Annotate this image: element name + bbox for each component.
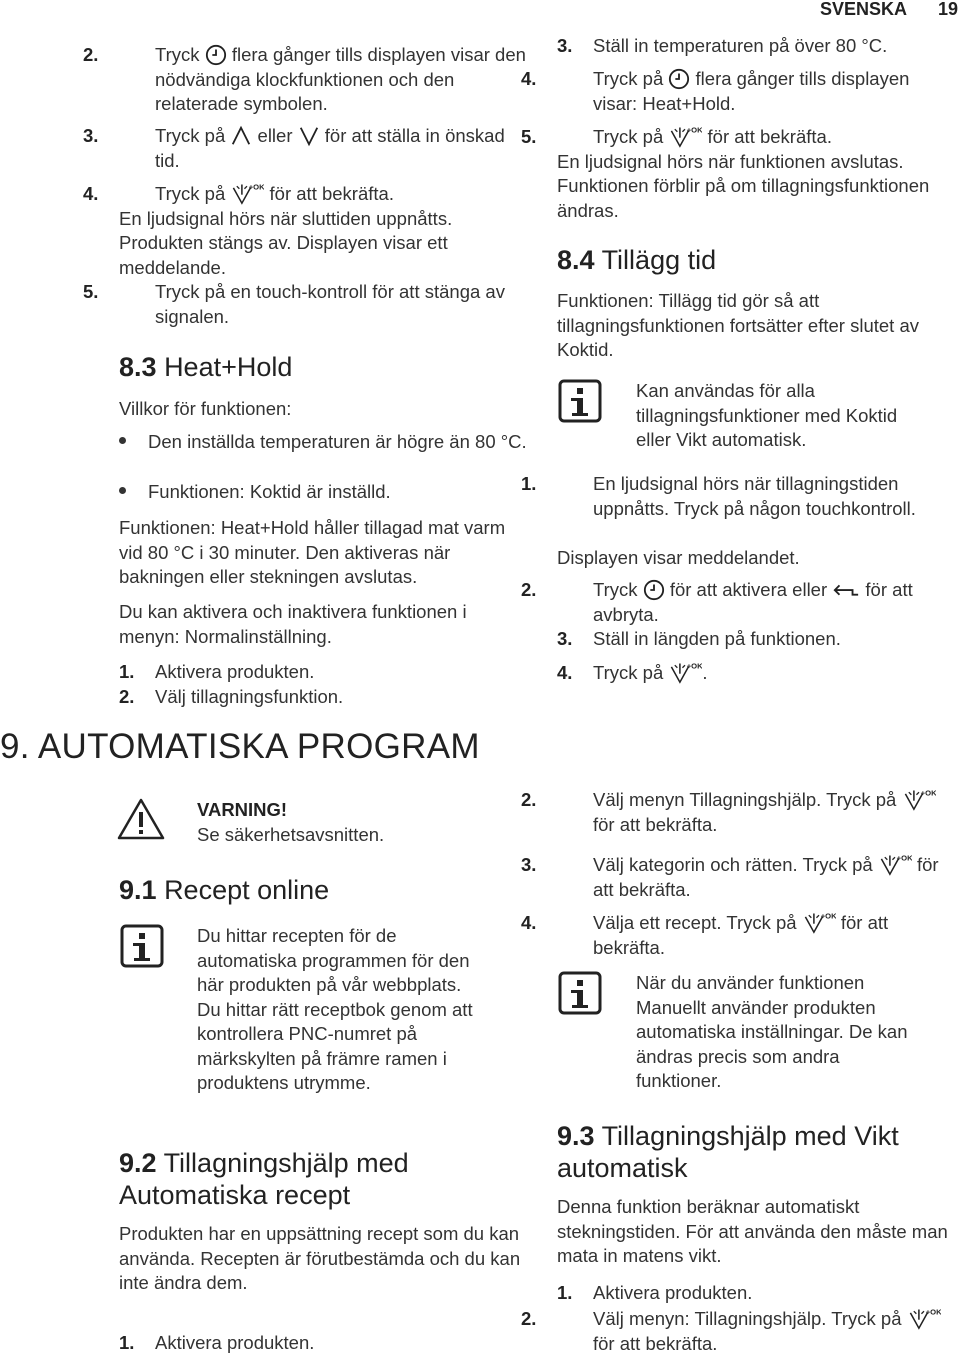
right-step-3: 3. Ställ in temperaturen på över 80 °C. [557,35,888,56]
bullet-item-1: Den inställda temperaturen är högre än 80 °C. [148,431,527,452]
left-step-2: 2. Tryck flera gånger tills displayen visar den nödvändiga klockfunktionen och den relaterade symbolen. [83,44,526,114]
assist-info-text: När du använder funktionen Manuellt använder produkten automatiska inställningar. De kan ändras precis som andra funktioner. [636,972,908,1091]
chevron-up-icon [230,125,252,147]
heading-9-2: 9.2 Tillagningshjälp med Automatiska recept [119,1148,409,1210]
warning-icon [116,797,166,841]
info-icon [120,924,164,968]
page-number: 19 [938,0,959,19]
weight-intro: Denna funktion beräknar automatiskt stekningstiden. För att använda den måste man mata in matens vikt. [557,1196,948,1266]
right-step-4: 4. Tryck på flera gånger tills displayen visar: Heat+Hold. [521,68,910,114]
ok-touch-icon [902,787,936,811]
heathold-step-1: 1. Aktivera produkten. [119,661,315,682]
assist-step-4: 4. Välja ett recept. Tryck på för att bekräfta. [521,912,889,958]
addtime-step-2: 2. Tryck för att aktivera eller för att avbryta. [521,579,913,625]
left-step-3: 3. Tryck på eller för att ställa in önskad tid. [83,125,505,171]
heathold-para-2: Du kan aktivera och inaktivera funktionen i menyn: Normalinställning. [119,601,467,647]
ok-touch-icon [668,660,702,684]
display-message: Displayen visar meddelandet. [557,547,800,568]
ok-touch-icon [668,124,702,148]
ok-touch-icon [907,1306,941,1330]
clock-icon [643,579,665,601]
chevron-down-icon [298,125,320,147]
assist-step-3: 3. Välj kategorin och rätten. Tryck på för att bekräfta. [521,854,939,900]
conditions-label: Villkor för funktionen: [119,398,292,419]
addtime-step-3: 3. Ställ in längden på funktionen. [557,628,841,649]
right-step-5-note: En ljudsignal hörs när funktionen avslutas. Funktionen förblir på om tillagningsfunktionen ändras. [557,150,930,221]
ok-touch-icon [878,852,912,876]
addtime-intro: Funktionen: Tillägg tid gör så att tillagningsfunktionen fortsätter efter slutet av Koktid. [557,290,919,360]
page-header [820,0,960,21]
left-step-4-note: En ljudsignal hörs när sluttiden uppnåtts. Produkten stängs av. Displayen visar ett meddelande. [119,207,453,278]
recipe-online-info: Du hittar recepten för de automatiska programmen för den här produkten på vår webbplats. Du hittar rätt receptbok genom att kontrollera PNC-numret på märkskylten på främre ramen i produktens utrymme. [197,925,473,1093]
ok-touch-icon [230,181,264,205]
weight-step-1: 1. Aktivera produkten. [557,1282,753,1303]
assist-intro: Produkten har en uppsättning recept som du kan använda. Recepten är förutbestämda och du kan inte ändra dem. [119,1223,521,1293]
heading-8-4: 8.4 Tillägg tid [557,245,717,275]
info-icon [558,971,602,1015]
clock-icon [205,44,227,66]
ok-touch-icon [802,910,836,934]
info-icon [558,379,602,423]
heathold-step-2: 2. Välj tillagningsfunktion. [119,686,344,707]
section-label: SVENSKA [820,0,908,19]
assist-step-1: 1. Aktivera produkten. [119,1332,315,1353]
heading-9-1: 9.1 Recept online [119,875,330,905]
weight-step-2: 2. Välj menyn: Tillagningshjälp. Tryck på för att bekräfta. [557,1306,957,1356]
warning-title: VARNING! [197,799,288,820]
chapter-heading: 9. AUTOMATISKA PROGRAM [0,727,480,766]
clock-icon [668,68,690,90]
heading-9-3: 9.3 Tillagningshjälp med Vikt automatisk [557,1121,899,1183]
bullet-item-2: Funktionen: Koktid är inställd. [148,481,391,502]
bullet-dot [119,437,126,444]
assist-step-2: 2. Välj menyn Tillagningshjälp. Tryck på för att bekräfta. [557,787,957,837]
right-step-5: 5. Tryck på för att bekräfta. En ljudsignal hörs när funktionen avslutas. Funktionen förblir på om tillagningsfunktionen ändras. [557,124,957,223]
heading-8-3: 8.3 Heat+Hold [119,352,293,382]
bullet-dot [119,487,126,494]
warning-text: Se säkerhetsavsnitten. [197,824,385,845]
left-step-4: 4. Tryck på för att bekräfta. En ljudsignal hörs när sluttiden uppnåtts. Produkten stängs av. Displayen visar ett meddelande. [119,181,529,280]
left-step-5: 5. Tryck på en touch-kontroll för att stänga av signalen. [83,281,505,327]
back-arrow-icon [832,581,860,601]
addtime-step-4: 4. Tryck på . [557,662,708,683]
addtime-step-1: 1. En ljudsignal hörs när tillagningstiden uppnåtts. Tryck på någon touchkontroll. [521,473,916,519]
addtime-info-text: Kan användas för alla tillagningsfunktioner med Koktid eller Vikt automatisk. [636,380,898,450]
heathold-para-1: Funktionen: Heat+Hold håller tillagad mat varm vid 80 °C i 30 minuter. Den aktiveras när bakningen eller stekningen avslutas. [119,517,506,587]
